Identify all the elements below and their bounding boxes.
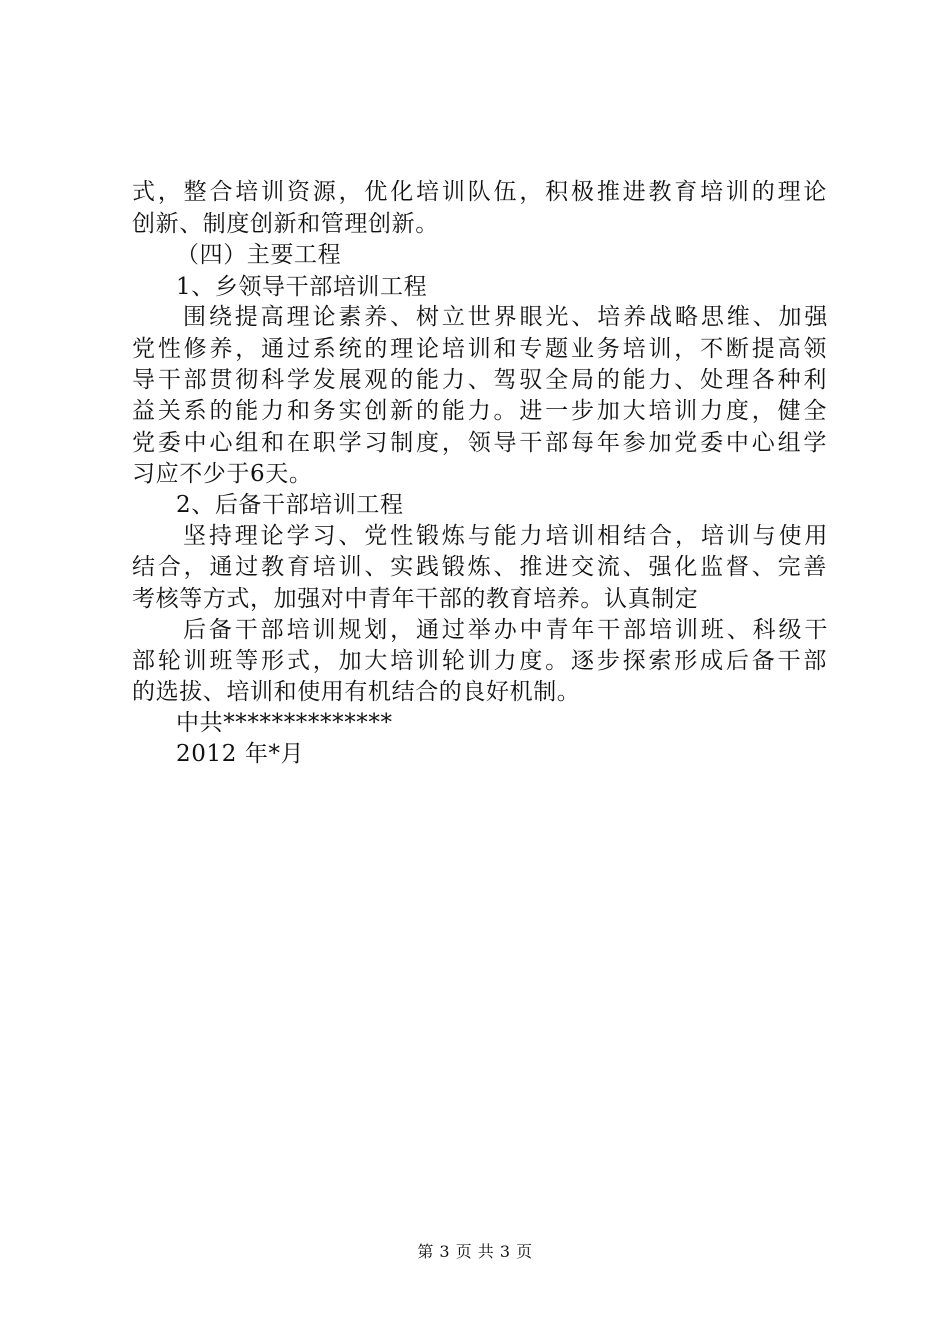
subsection-heading: 1、乡领导干部培训工程 <box>176 274 428 300</box>
text-line: 围绕提高理论素养、树立世界眼光、培养战略思维、加强 <box>183 304 828 330</box>
page-number-footer: 第 3 页 共 3 页 <box>417 1242 533 1261</box>
text-line: 导干部贯彻科学发展观的能力、驾驭全局的能力、处理各种利 <box>132 367 827 393</box>
text-line: 后备干部培训规划，通过举办中青年干部培训班、科级干 <box>183 617 828 643</box>
text-line: 党性修养，通过系统的理论培训和专题业务培训，不断提高领 <box>132 336 827 362</box>
text-line: 部轮训班等形式，加大培训轮训力度。逐步探索形成后备干部 <box>132 648 827 674</box>
text-line: 创新、制度创新和管理创新。 <box>132 211 439 237</box>
signature-date: 2012 年*月 <box>176 741 305 767</box>
section-heading: （四）主要工程 <box>176 242 342 268</box>
text-line: 益关系的能力和务实创新的能力。进一步加大培训力度，健全 <box>132 398 827 424</box>
text-line: 考核等方式，加强对中青年干部的教育培养。认真制定 <box>132 586 699 612</box>
text-line: 结合，通过教育培训、实践锻炼、推进交流、强化监督、完善 <box>132 554 827 580</box>
text-line: 式，整合培训资源，优化培训队伍，积极推进教育培训的理论 <box>132 179 827 205</box>
signature-org: 中共************** <box>176 710 393 736</box>
text-line: 坚持理论学习、党性锻炼与能力培训相结合，培训与使用 <box>183 523 828 549</box>
text-line: 的选拔、培训和使用有机结合的良好机制。 <box>132 679 581 705</box>
text-line: 党委中心组和在职学习制度，领导干部每年参加党委中心组学 <box>132 430 827 456</box>
subsection-heading: 2、后备干部培训工程 <box>176 492 404 518</box>
text-line: 习应不少于6天。 <box>132 461 313 487</box>
